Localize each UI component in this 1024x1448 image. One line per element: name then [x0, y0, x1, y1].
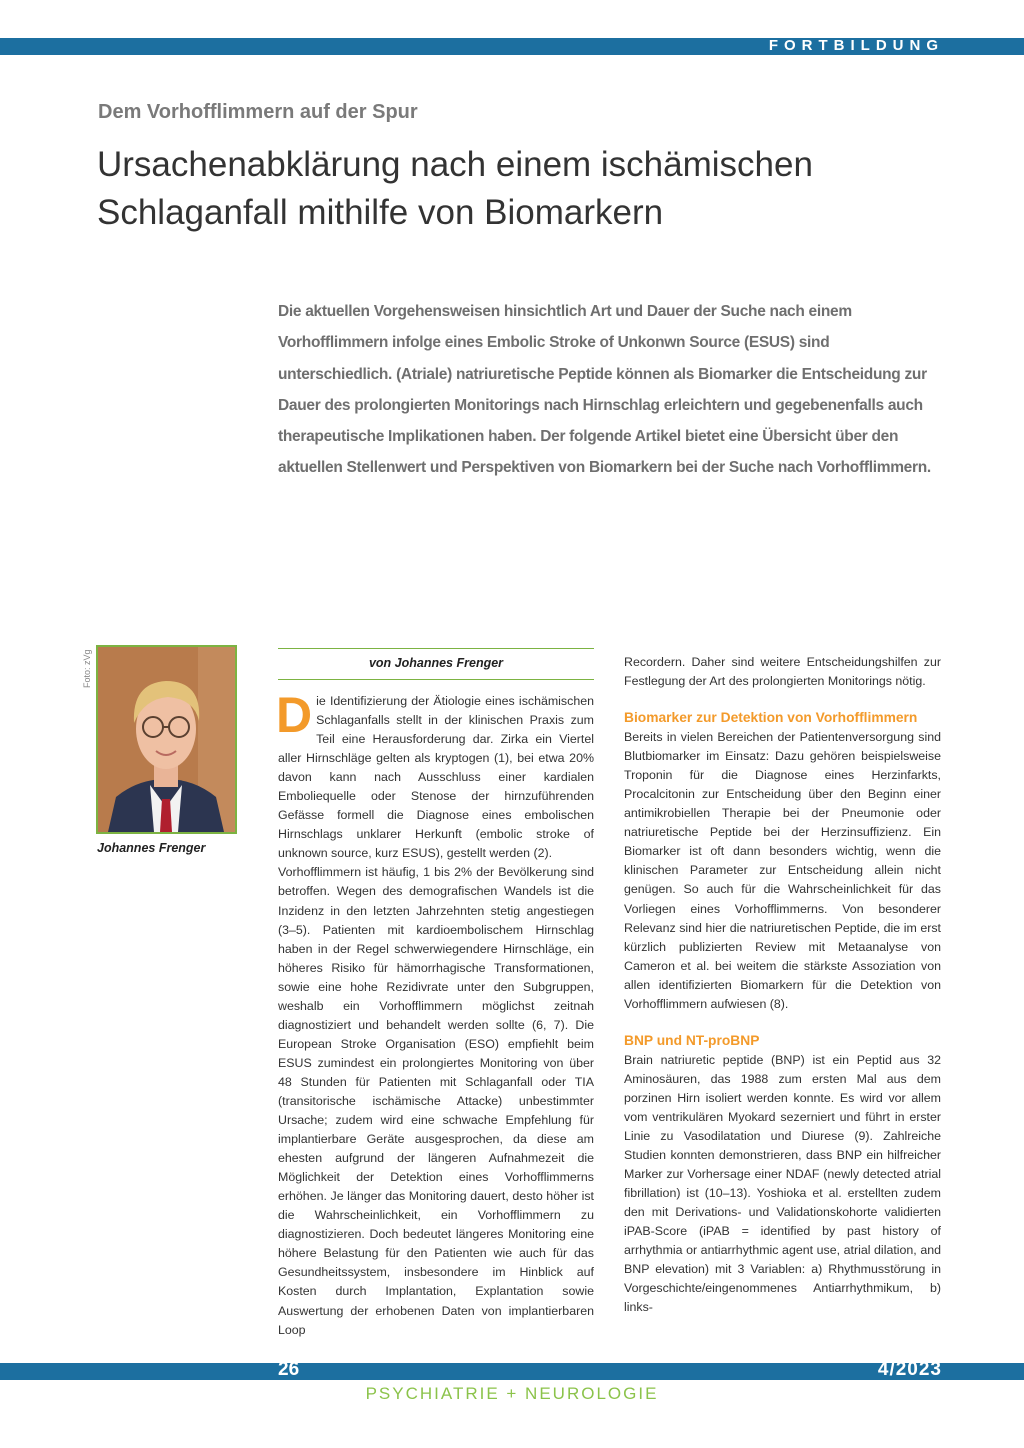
page-number: 26	[278, 1359, 300, 1380]
section-heading: BNP und NT-proBNP	[624, 1032, 760, 1048]
article-kicker: Dem Vorhofflimmern auf der Spur	[98, 101, 418, 123]
paragraph: Bereits in vielen Bereichen der Patientenversorgung sind Blutbiomarker im Einsatz: Dazu gehören beispielsweise Troponin für die Diagnose eines Herzinfarkts, Procalcitonin zur Entscheidung über den Beginn einer antimikrobiellen Therapie bei der Pneumonie oder natriuretische Peptide bei der Herzinsuffizienz. Ein Biomarker ist oft dann besonders wichtig, wenn die klinischen Parameter zur Entscheidung allein nicht genügen. So auch für die Wahrscheinlichkeit für das Vorliegen eines Vorhofflimmerns. Von besonderer Relevanz sind hier die natriuretischen Peptide, die im erst kürzlich publizierten Review mit Metaanalyse von Cameron et al. bei weitem die stärkste Assoziation von allen identifizierten Biomarkern für die Detektion von Vorhofflimmern aufwiesen (8).	[624, 730, 941, 1011]
photo-credit: Foto: zVg	[82, 649, 92, 688]
byline: von Johannes Frenger	[368, 656, 504, 670]
article-title: Ursachenabklärung nach einem ischämischen Schlaganfall mithilfe von Biomarkern	[97, 145, 813, 232]
issue-number: 4/2023	[877, 1359, 942, 1380]
section-heading: Biomarker zur Detektion von Vorhofflimmern	[624, 710, 918, 726]
footer-bar	[0, 1363, 1024, 1380]
paragraph: Recordern. Daher sind weitere Entscheidungshilfen zur Festlegung der Art des prolongierten Monitorings nötig.	[624, 655, 941, 689]
photo-caption: Johannes Frenger	[97, 841, 206, 855]
drop-cap: D	[276, 687, 313, 743]
journal-name: PSYCHIATRIE + NEUROLOGIE	[365, 1384, 659, 1403]
byline-box	[278, 648, 594, 680]
paragraph	[276, 687, 594, 863]
body-column-2	[624, 653, 941, 1317]
section-label: FORTBILDUNG	[768, 37, 944, 54]
paragraph: Vorhofflimmern ist häufig, 1 bis 2% der Bevölkerung sind betroffen. Wegen des demografischen Wandels ist die Inzidenz in den letzten Jahrzehnten stetig angestiegen (3–5). Patienten mit kardioembolischem Hirnschlag haben in der Regel schwerwiegendere Hirnschläge, ein höheres Risiko für hämorrhagische Transformationen, sowie eine hohe Rezidivrate unter den Subgruppen, weshalb ein Vorhofflimmern möglichst zeitnah diagnostiziert und behandelt werden sollte (6, 7). Die European Stroke Organisation (ESO) empfiehlt beim ESUS zumindest ein prolongiertes Monitoring von über 48 Stunden für Patienten mit Schlaganfall oder TIA (transitorische ischämische Attacke) unbestimmter Ursache; zudem wird eine schwache Empfehlung für implantierbare Geräte ausgesprochen, da diese am ehesten aufgrund der längeren Aufnahmezeit die Möglichkeit der Detektion eines Vorhofflimmerns erhöhen. Je länger das Monitoring dauert, desto höher ist die Wahrscheinlichkeit, ein Vorhofflimmern zu diagnostizieren. Doch bedeutet längeres Monitoring eine höhere Belastung für den Patienten wie auch für das Gesundheitssystem, insbesondere im Hinblick auf Kosten durch Implantation, Explantation sowie Auswertung der erhobenen Daten von implantierbaren Loop	[278, 865, 594, 1337]
header-bar	[0, 38, 1024, 55]
author-photo	[96, 645, 237, 834]
paragraph: Brain natriuretic peptide (BNP) ist ein Peptid aus 32 Aminosäuren, das 1988 zum ersten Mal aus dem porzinen Hirn isoliert werden konnte. Es wird vor allem vom ventrikulären Myokard sezerniert und führt in erster Linie zu Vasodilatation und Diurese (9). Zahlreiche Studien konnten demonstrieren, dass BNP ein hilfreicher Marker zur Vorhersage einer NDAF (newly detected atrial fibrillation) ist (10–13). Yoshioka et al. erstellten zudem den mit Derivations- und Validationskohorte validierten iPAB-Score (iPAB = identified by past history of arrhythmia or antiarrhythmic agent use, atrial dilation, and BNP elevation) mit 3 Variablen: a) Rhythmusstörung in Vorgeschichte/eingenommenes Antiarrhythmikum, b) links-	[624, 1052, 941, 1315]
body-column-1	[276, 687, 594, 1340]
article-lead: Die aktuellen Vorgehensweisen hinsichtlich Art und Dauer der Suche nach einem Vorhofflimmern infolge eines Embolic Stroke of Unkonwn Source (ESUS) sind unterschiedlich. (Atriale) natriuretische Peptide können als Biomarker die Entscheidung zur Dauer des prolongierten Monitorings nach Hirnschlag erleichtern und gegebenenfalls auch therapeutische Implikationen haben. Der folgende Artikel bietet eine Übersicht über den aktuellen Stellenwert und Perspektiven von Biomarkern bei der Suche nach Vorhofflimmern.	[278, 303, 931, 477]
paragraph-text: ie Identifizierung der Ätiologie eines ischämischen Schlaganfalls stellt in der klinischen Praxis zum Teil eine Herausforderung dar. Zirka ein Viertel aller Hirnschläge gelten als kryptogen (1), bei etwa 20% davon kann nach Ausschluss einer kardialen Emboliequelle oder Stenose der hirnzuführenden Gefässe formell die Diagnose eines embolischen Hirnschlags unklarer Herkunft (embolic stroke of unknown source, kurz ESUS), gestellt werden (2).	[278, 694, 594, 861]
